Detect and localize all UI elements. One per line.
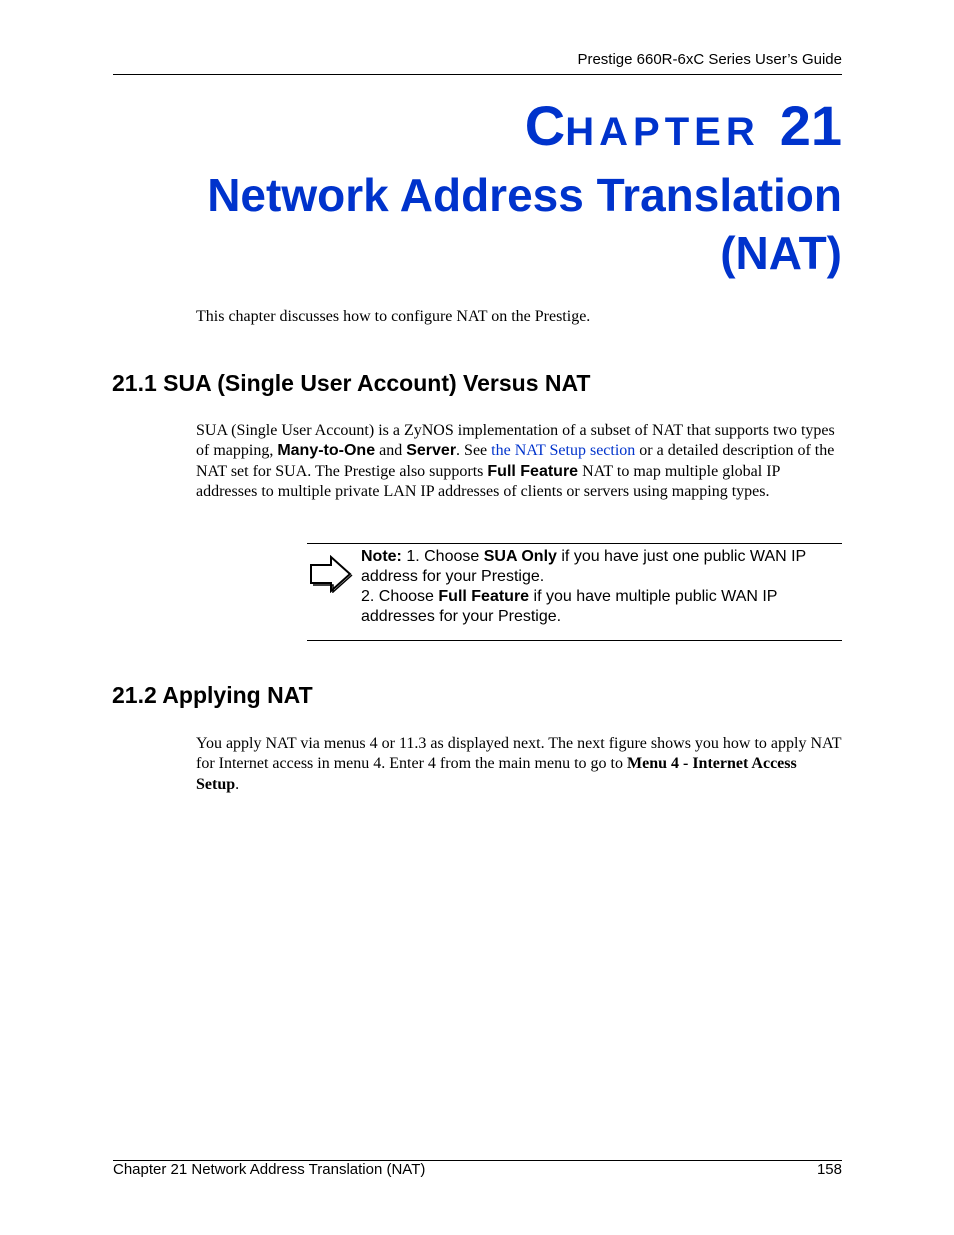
text-run: 1. Choose bbox=[401, 548, 484, 565]
text-run: . bbox=[235, 775, 240, 793]
text-run: if you have just one public WAN IP address for your Prestige. bbox=[361, 548, 806, 585]
chapter-label-initial: C bbox=[524, 94, 566, 157]
term-many-to-one: Many-to-One bbox=[277, 442, 376, 460]
term-full-feature: Full Feature bbox=[487, 462, 579, 480]
footer-chapter-title: Chapter 21 Network Address Translation (NAT) bbox=[113, 1161, 426, 1178]
term-full-feature: Full Feature bbox=[438, 588, 530, 605]
text-run: . See bbox=[456, 442, 492, 460]
text-run: SUA (Single User Account) is a ZyNOS implementation of a subset of NAT that supports two types of mapping, bbox=[196, 422, 835, 460]
section-heading-applying-nat: 21.2 Applying NAT bbox=[112, 682, 313, 708]
term-sua-only: SUA Only bbox=[483, 548, 557, 565]
text-run: NAT to map multiple global IP addresses to multiple private LAN IP addresses of clients or servers using mapping types. bbox=[196, 462, 780, 501]
text-run: or a detailed description of the NAT set for SUA. The Prestige also supports bbox=[196, 442, 835, 480]
note-text bbox=[361, 547, 843, 627]
text-run: 2. Choose bbox=[361, 588, 439, 605]
note-label: Note: bbox=[361, 548, 402, 565]
section-sua-paragraph bbox=[196, 421, 842, 503]
intro-paragraph: This chapter discusses how to configure NAT on the Prestige. bbox=[196, 308, 591, 325]
page-number: 158 bbox=[816, 1161, 842, 1178]
running-header: Prestige 660R-6xC Series User’s Guide bbox=[577, 51, 842, 68]
term-menu-4: Menu 4 - Internet Access Setup bbox=[196, 755, 797, 793]
chapter-label-word: HAPTER bbox=[565, 110, 760, 154]
section-applying-nat-paragraph bbox=[196, 734, 842, 795]
note-arrow-icon bbox=[309, 555, 353, 593]
header-divider bbox=[113, 74, 842, 75]
text-run: if you have multiple public WAN IP addresses for your Prestige. bbox=[361, 588, 778, 625]
term-server: Server bbox=[406, 442, 457, 460]
text-run: You apply NAT via menus 4 or 11.3 as displayed next. The next figure shows you how to apply NAT for Internet access in menu 4. Enter 4 from the main menu to go to bbox=[196, 735, 842, 773]
chapter-title-line-2: (NAT) bbox=[720, 227, 842, 279]
chapter-label bbox=[524, 94, 842, 157]
section-heading-sua: 21.1 SUA (Single User Account) Versus NAT bbox=[112, 370, 591, 396]
text-run: and bbox=[375, 442, 407, 460]
chapter-number: 21 bbox=[779, 94, 842, 157]
chapter-title-line-1: Network Address Translation bbox=[207, 169, 842, 221]
nat-setup-link[interactable]: the NAT Setup section bbox=[491, 442, 636, 460]
